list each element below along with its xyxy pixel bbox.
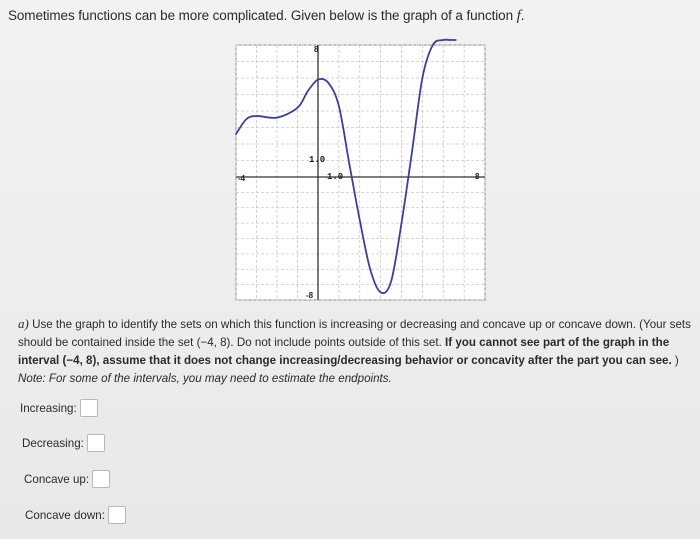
y-top-label: 8 bbox=[314, 45, 319, 54]
question-text-2a: should be contained inside the set bbox=[18, 336, 194, 349]
concave-down-input[interactable] bbox=[108, 506, 126, 524]
question-bold-2: If you cannot see part of the graph in the bbox=[445, 336, 670, 349]
x-tick-label: 1.0 bbox=[327, 172, 344, 182]
concave-up-input[interactable] bbox=[92, 470, 110, 488]
decreasing-input[interactable] bbox=[87, 434, 105, 452]
question-close-paren: ) bbox=[674, 354, 679, 367]
increasing-row bbox=[20, 399, 98, 417]
concave-up-label: Concave up: bbox=[24, 472, 90, 486]
y-bottom-label: -8 bbox=[306, 291, 314, 300]
x-left-label: -4 bbox=[238, 174, 246, 183]
question-line-3 bbox=[18, 352, 698, 370]
plot-background bbox=[236, 45, 485, 300]
question-text-3a: interval bbox=[18, 354, 60, 367]
y-tick-label: 1.0 bbox=[309, 155, 326, 165]
concave-up-row bbox=[24, 470, 110, 488]
part-label: a) bbox=[18, 316, 29, 331]
question-note: Note: For some of the intervals, you may need to estimate the endpoints. bbox=[18, 372, 392, 385]
question-a bbox=[18, 315, 698, 388]
intro-sentence: Sometimes functions can be more complicated. Given below is the graph of a function bbox=[8, 8, 513, 23]
concave-down-row bbox=[25, 506, 126, 524]
question-line-1 bbox=[18, 315, 698, 334]
intro-period: . bbox=[520, 8, 525, 23]
domain-set: (−4, 8) bbox=[196, 336, 231, 349]
question-text-1: Use the graph to identify the sets on which this function is increasing or decreasing and concave up or concave down. (Your sets bbox=[32, 318, 691, 331]
x-right-label: 8 bbox=[475, 172, 480, 181]
question-line-2 bbox=[18, 334, 698, 352]
question-text-3b: , assume that it does not change increasing/decreasing behavior or concavity after the part you can see. bbox=[96, 354, 672, 367]
increasing-label: Increasing: bbox=[20, 401, 77, 415]
decreasing-label: Decreasing: bbox=[22, 436, 84, 450]
question-text-2b: . Do not include points outside of this set. bbox=[230, 336, 442, 349]
function-symbol: f bbox=[516, 8, 521, 24]
interval-set: (−4, 8) bbox=[62, 354, 97, 367]
increasing-input[interactable] bbox=[80, 399, 98, 417]
decreasing-row bbox=[22, 434, 105, 452]
concave-down-label: Concave down: bbox=[25, 508, 105, 522]
